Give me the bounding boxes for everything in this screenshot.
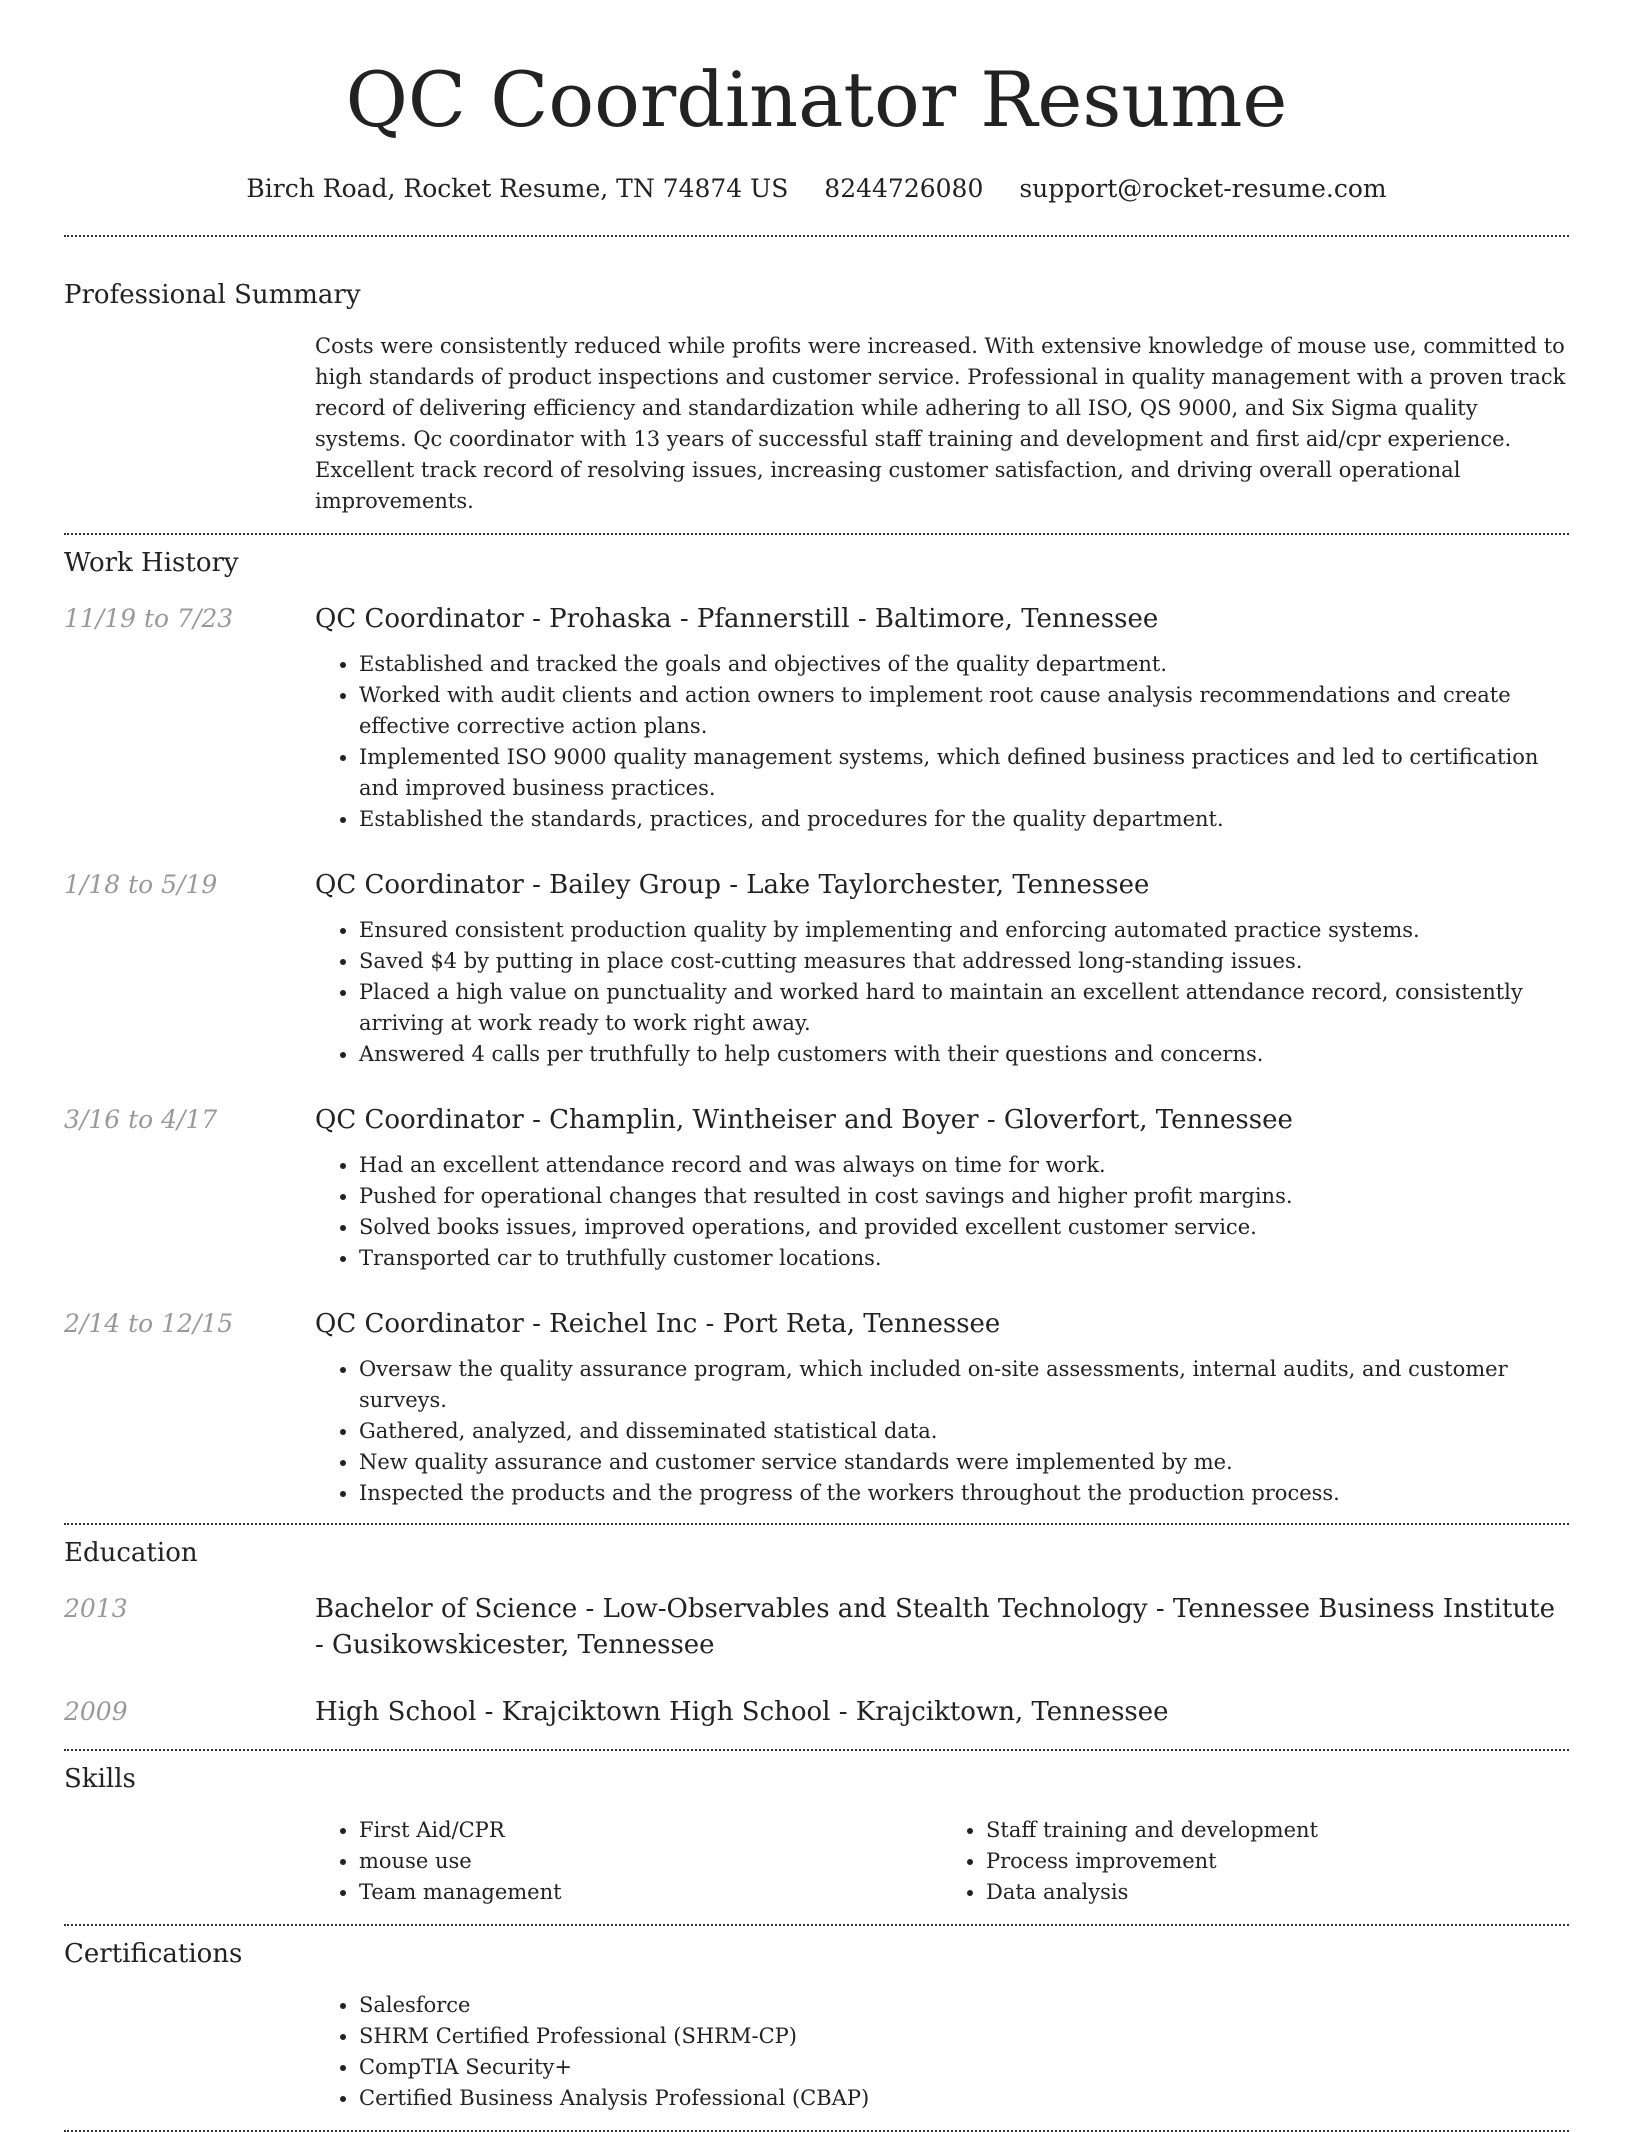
list-item: • Team management [359,1877,942,1908]
section-divider [64,1523,1569,1525]
job-entry [64,1102,1569,1274]
education-text: Bachelor of Science - Low-Observables and Stealth Technology - Tennessee Business Institute - Gusikowskicester, Tennessee [315,1594,1555,1660]
job-bullets [315,1354,1569,1509]
list-item: • Placed a high value on punctuality and worked hard to maintain an excellent attendance record, consistently arriving at work ready to work right away. [359,977,1569,1039]
job-bullets [315,1150,1569,1274]
job-dates: 11/19 to 7/23 [64,604,234,633]
section-divider [64,533,1569,535]
list-item: • Answered 4 calls per truthfully to help customers with their questions and concerns. [359,1039,1569,1070]
certifications-heading: Certifications [64,1939,243,1969]
section-divider [64,1924,1569,1926]
education-entry [64,1591,1569,1663]
work-history-heading: Work History [64,548,239,578]
list-item: • Gathered, analyzed, and disseminated statistical data. [359,1416,1569,1447]
skills-grid [315,1815,1569,1908]
list-item: • Transported car to truthfully customer locations. [359,1243,1569,1274]
skills-heading: Skills [64,1764,136,1794]
job-title: QC Coordinator - Champlin, Wintheiser and Boyer - Gloverfort, Tennessee [315,1105,1293,1135]
list-item: • Worked with audit clients and action owners to implement root cause analysis recommendations and create effective corrective action plans. [359,680,1569,742]
list-item: • Saved $4 by putting in place cost-cutting measures that addressed long-standing issues. [359,946,1569,977]
list-item: • Staff training and development [986,1815,1569,1846]
education-heading: Education [64,1538,198,1568]
resume-page [64,0,1569,2132]
education-text: High School - Krajciktown High School - Krajciktown, Tennessee [315,1697,1169,1727]
list-item: • First Aid/CPR [359,1815,942,1846]
list-item: • Solved books issues, improved operations, and provided excellent customer service. [359,1212,1569,1243]
contact-address: Birch Road, Rocket Resume, TN 74874 US [246,174,789,203]
list-item: • mouse use [359,1846,942,1877]
job-bullets [315,915,1569,1070]
summary-heading: Professional Summary [64,280,361,310]
education-entry [64,1694,1569,1730]
job-entry [64,1306,1569,1509]
list-item: • Pushed for operational changes that resulted in cost savings and higher profit margins. [359,1181,1569,1212]
job-dates: 2/14 to 12/15 [64,1309,234,1338]
list-item: • Established the standards, practices, and procedures for the quality department. [359,804,1569,835]
list-item: • Process improvement [986,1846,1569,1877]
list-item: • Inspected the products and the progress of the workers throughout the production process. [359,1478,1569,1509]
job-entry [64,867,1569,1070]
list-item: • New quality assurance and customer service standards were implemented by me. [359,1447,1569,1478]
skills-list-right [942,1815,1569,1908]
job-dates: 1/18 to 5/19 [64,870,218,899]
list-item: • Ensured consistent production quality by implementing and enforcing automated practice systems. [359,915,1569,946]
job-entry [64,601,1569,835]
job-dates: 3/16 to 4/17 [64,1105,218,1134]
section-divider [64,235,1569,237]
resume-title: QC Coordinator Resume [345,55,1288,144]
list-item: • Salesforce [359,1990,1569,2021]
section-divider [64,1749,1569,1751]
list-item: • CompTIA Security+ [359,2052,1569,2083]
list-item: • Had an excellent attendance record and was always on time for work. [359,1150,1569,1181]
job-title: QC Coordinator - Bailey Group - Lake Taylorchester, Tennessee [315,870,1150,900]
contact-email: support@rocket-resume.com [1019,174,1387,203]
certifications-list [315,1990,1569,2114]
contact-phone: 8244726080 [824,174,984,203]
contact-line [64,170,1569,208]
job-title: QC Coordinator - Reichel Inc - Port Reta, Tennessee [315,1309,1001,1339]
list-item: • Oversaw the quality assurance program, which included on-site assessments, internal audits, and customer surveys. [359,1354,1569,1416]
summary-text: Costs were consistently reduced while profits were increased. With extensive knowledge of mouse use, committed to high standards of product inspections and customer service. Professional in quality management with a proven track record of delivering efficiency and standardization while adhering to all ISO, QS 9000, and Six Sigma quality systems. Qc coordinator with 13 years of successful staff training and development and first aid/cpr experience. Excellent track record of resolving issues, increasing customer satisfaction, and driving overall operational improvements. [315,334,1566,513]
education-year: 2009 [64,1697,128,1726]
education-year: 2013 [64,1594,128,1623]
skills-list-left [315,1815,942,1908]
list-item: • Implemented ISO 9000 quality management systems, which defined business practices and led to certification and improved business practices. [359,742,1569,804]
list-item: • Certified Business Analysis Professional (CBAP) [359,2083,1569,2114]
list-item: • Established and tracked the goals and objectives of the quality department. [359,649,1569,680]
list-item: • Data analysis [986,1877,1569,1908]
job-title: QC Coordinator - Prohaska - Pfannerstill - Baltimore, Tennessee [315,604,1159,634]
list-item: • SHRM Certified Professional (SHRM-CP) [359,2021,1569,2052]
job-bullets [315,649,1569,835]
